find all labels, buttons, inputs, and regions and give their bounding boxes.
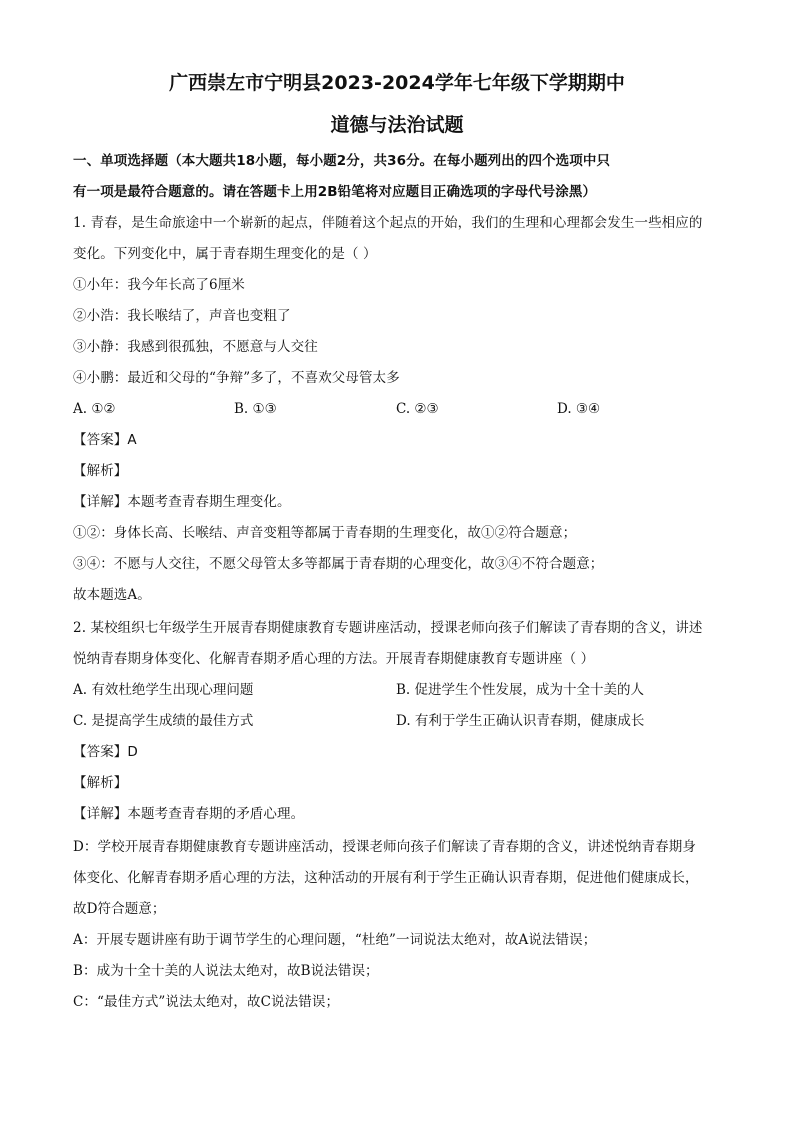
q2-option-d: D. 有利于学生正确认识青春期，健康成长 <box>396 713 645 729</box>
q1-detail-1: 【详解】本题考查青春期生理变化。 <box>73 494 291 510</box>
q1-detail-2: ①②：身体长高、长喉结、声音变粗等都属于青春期的生理变化，故①②符合题意； <box>73 525 577 541</box>
q1-option-d: D. ③④ <box>557 401 601 417</box>
q1-item-2: ②小浩：我长喉结了，声音也变粗了 <box>73 308 291 324</box>
q2-detail-2: D：学校开展青春期健康教育专题讲座活动，授课老师向孩子们解读了青春期的含义，讲述悦纳青春期身 <box>73 839 696 855</box>
q1-answer: 【答案】A <box>73 432 137 448</box>
q2-stem-line-2: 悦纳青春期身体变化、化解青春期矛盾心理的方法。开展青春期健康教育专题讲座（ ） <box>73 651 595 667</box>
q2-detail-3: 体变化、化解青春期矛盾心理的方法，这种活动的开展有利于学生正确认识青春期，促进他们健康成长， <box>73 870 699 886</box>
q2-analysis-label: 【解析】 <box>73 775 128 791</box>
q1-option-a: A. ①② <box>73 401 116 417</box>
q1-analysis-label: 【解析】 <box>73 463 128 479</box>
q2-detail-1: 【详解】本题考查青春期的矛盾心理。 <box>73 806 305 822</box>
section-heading-line-1: 一、单项选择题（本大题共18小题，每小题2分，共36分。在每小题列出的四个选项中只 <box>73 153 611 169</box>
q2-answer: 【答案】D <box>73 744 138 760</box>
q2-option-b: B. 促进学生个性发展，成为十全十美的人 <box>396 682 645 698</box>
q1-option-c: C. ②③ <box>396 401 439 417</box>
q1-option-b: B. ①③ <box>234 401 277 417</box>
q2-detail-7: C：“最佳方式”说法太绝对，故C说法错误； <box>73 994 340 1010</box>
q2-option-c: C. 是提高学生成绩的最佳方式 <box>73 713 254 729</box>
q2-detail-5: A：开展专题讲座有助于调节学生的心理问题，“杜绝”一词说法太绝对，故A说法错误； <box>73 932 597 948</box>
document-title: 广西崇左市宁明县2023-2024学年七年级下学期期中 <box>169 72 625 94</box>
q2-stem-line-1: 2. 某校组织七年级学生开展青春期健康教育专题讲座活动，授课老师向孩子们解读了青春期的含义，讲述 <box>73 620 703 636</box>
q1-item-1: ①小年：我今年长高了6厘米 <box>73 277 245 293</box>
q1-item-4: ④小鹏：最近和父母的“争辩”多了，不喜欢父母管太多 <box>73 370 400 386</box>
q1-detail-3: ③④：不愿与人交往，不愿父母管太多等都属于青春期的心理变化，故③④不符合题意； <box>73 556 604 572</box>
q2-option-a: A. 有效杜绝学生出现心理问题 <box>73 682 254 698</box>
q2-detail-6: B：成为十全十美的人说法太绝对，故B说法错误； <box>73 963 379 979</box>
q1-detail-4: 故本题选A。 <box>73 587 151 603</box>
q1-stem-line-2: 变化。下列变化中，属于青春期生理变化的是（ ） <box>73 246 377 262</box>
q1-item-3: ③小静：我感到很孤独，不愿意与人交往 <box>73 339 318 355</box>
section-heading-line-2: 有一项是最符合题意的。请在答题卡上用2B铅笔将对应题目正确选项的字母代号涂黑） <box>73 184 597 200</box>
document-subtitle: 道德与法治试题 <box>330 114 464 136</box>
q1-stem-line-1: 1. 青春，是生命旅途中一个崭新的起点，伴随着这个起点的开始，我们的生理和心理都会发生一些相应的 <box>73 215 703 231</box>
q2-detail-4: 故D符合题意； <box>73 901 166 917</box>
